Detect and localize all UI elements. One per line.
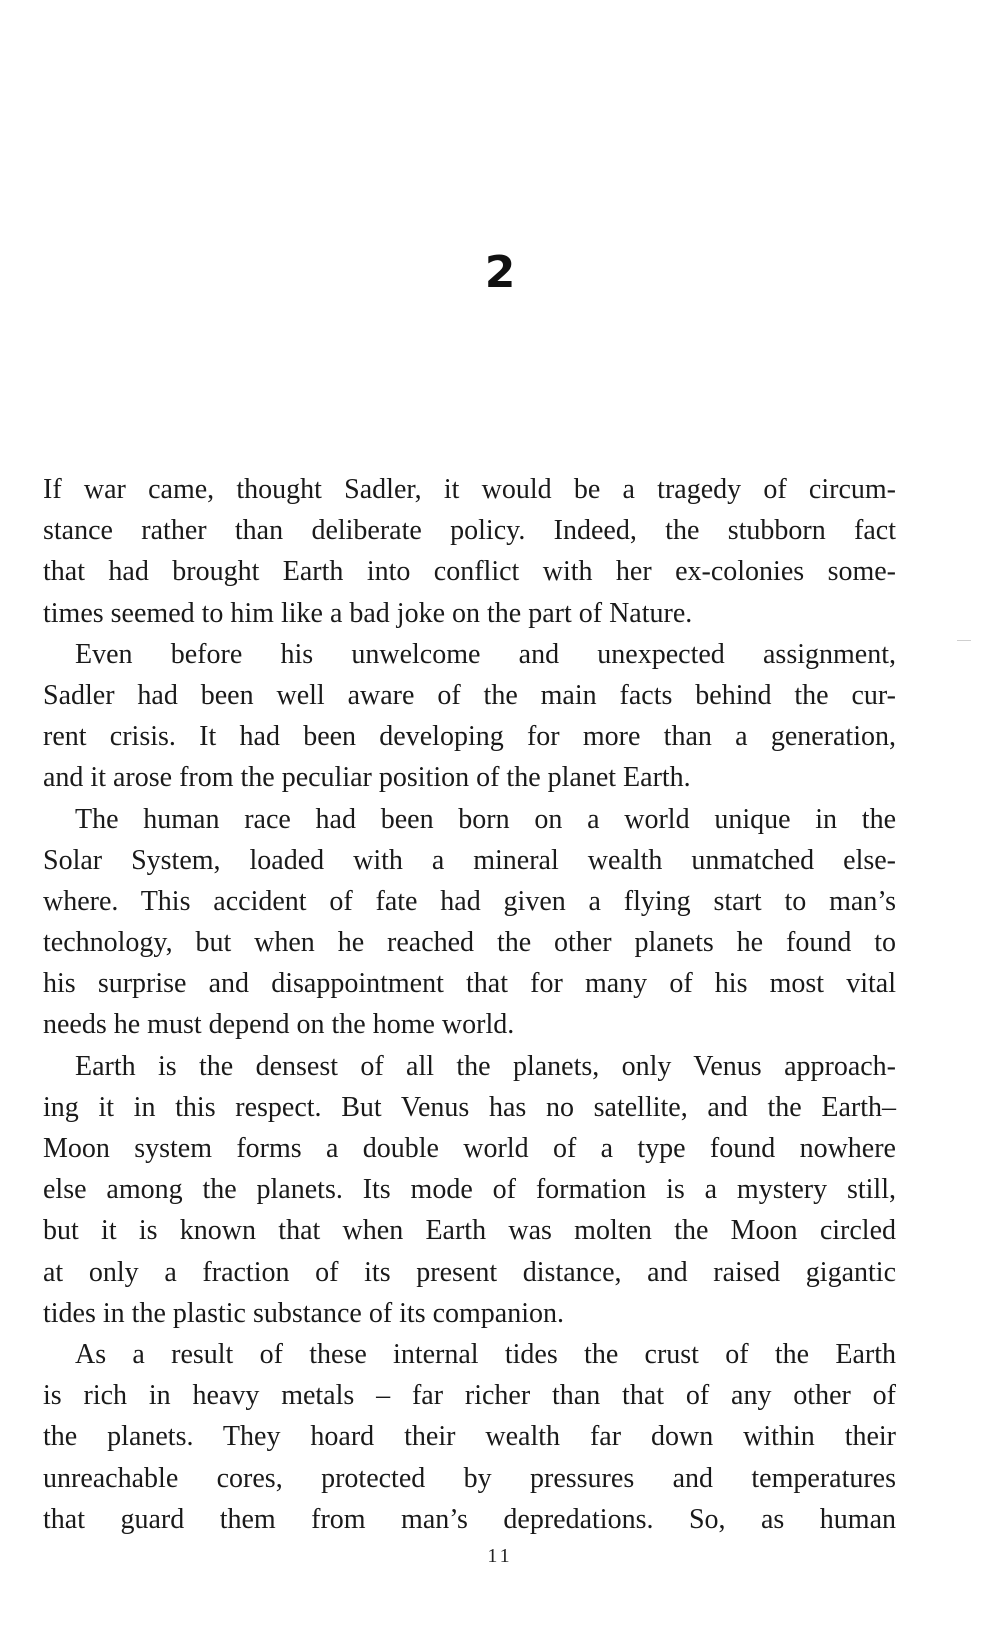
text-line: that had brought Earth into conflict with her ex-colonies some- [43,556,896,588]
margin-mark [957,640,971,641]
text-line: The human race had been born on a world unique in the [75,803,896,835]
text-line: and it arose from the peculiar position of the planet Earth. [43,762,691,794]
page-number: 11 [487,1545,513,1567]
text-line: As a result of these internal tides the crust of the Earth [75,1338,896,1370]
text-line: Even before his unwelcome and unexpected assignment, [75,638,896,670]
text-line: his surprise and disappointment that for many of his most vital [43,968,896,1000]
paragraph [43,1046,896,1334]
paragraph [43,799,896,1046]
paragraph [43,634,896,799]
chapter-body [43,469,896,1540]
text-line: needs he must depend on the home world. [43,1009,515,1041]
text-line: but it is known that when Earth was molten the Moon circled [43,1215,896,1247]
text-line: where. This accident of fate had given a flying start to man’s [43,885,896,917]
text-line: Moon system forms a double world of a type found nowhere [43,1133,896,1164]
text-line: unreachable cores, protected by pressures and temperatures [43,1462,896,1494]
chapter-number: 2 [484,247,516,298]
text-line: at only a fraction of its present distance, and raised gigantic [43,1256,896,1288]
text-line: If war came, thought Sadler, it would be a tragedy of circum- [43,474,896,505]
text-line: is rich in heavy metals – far richer than that of any other of [43,1380,896,1412]
text-line: the planets. They hoard their wealth far down within their [43,1421,896,1453]
text-line: stance rather than deliberate policy. Indeed, the stubborn fact [43,515,896,547]
paragraph [43,1334,896,1540]
text-line: Solar System, loaded with a mineral wealth unmatched else- [43,844,896,876]
text-line: that guard them from man’s depredations. So, as human [43,1503,896,1535]
text-line: technology, but when he reached the other planets he found to [43,927,896,959]
paragraph [43,469,896,634]
text-line: Earth is the densest of all the planets, only Venus approach- [75,1050,896,1082]
text-line: times seemed to him like a bad joke on the part of Nature. [43,597,693,629]
text-line: ing it in this respect. But Venus has no satellite, and the Earth– [43,1091,896,1123]
text-line: tides in the plastic substance of its companion. [43,1297,565,1329]
text-line: rent crisis. It had been developing for more than a generation, [43,721,896,753]
text-line: Sadler had been well aware of the main facts behind the cur- [43,679,896,711]
text-line: else among the planets. Its mode of formation is a mystery still, [43,1174,896,1206]
